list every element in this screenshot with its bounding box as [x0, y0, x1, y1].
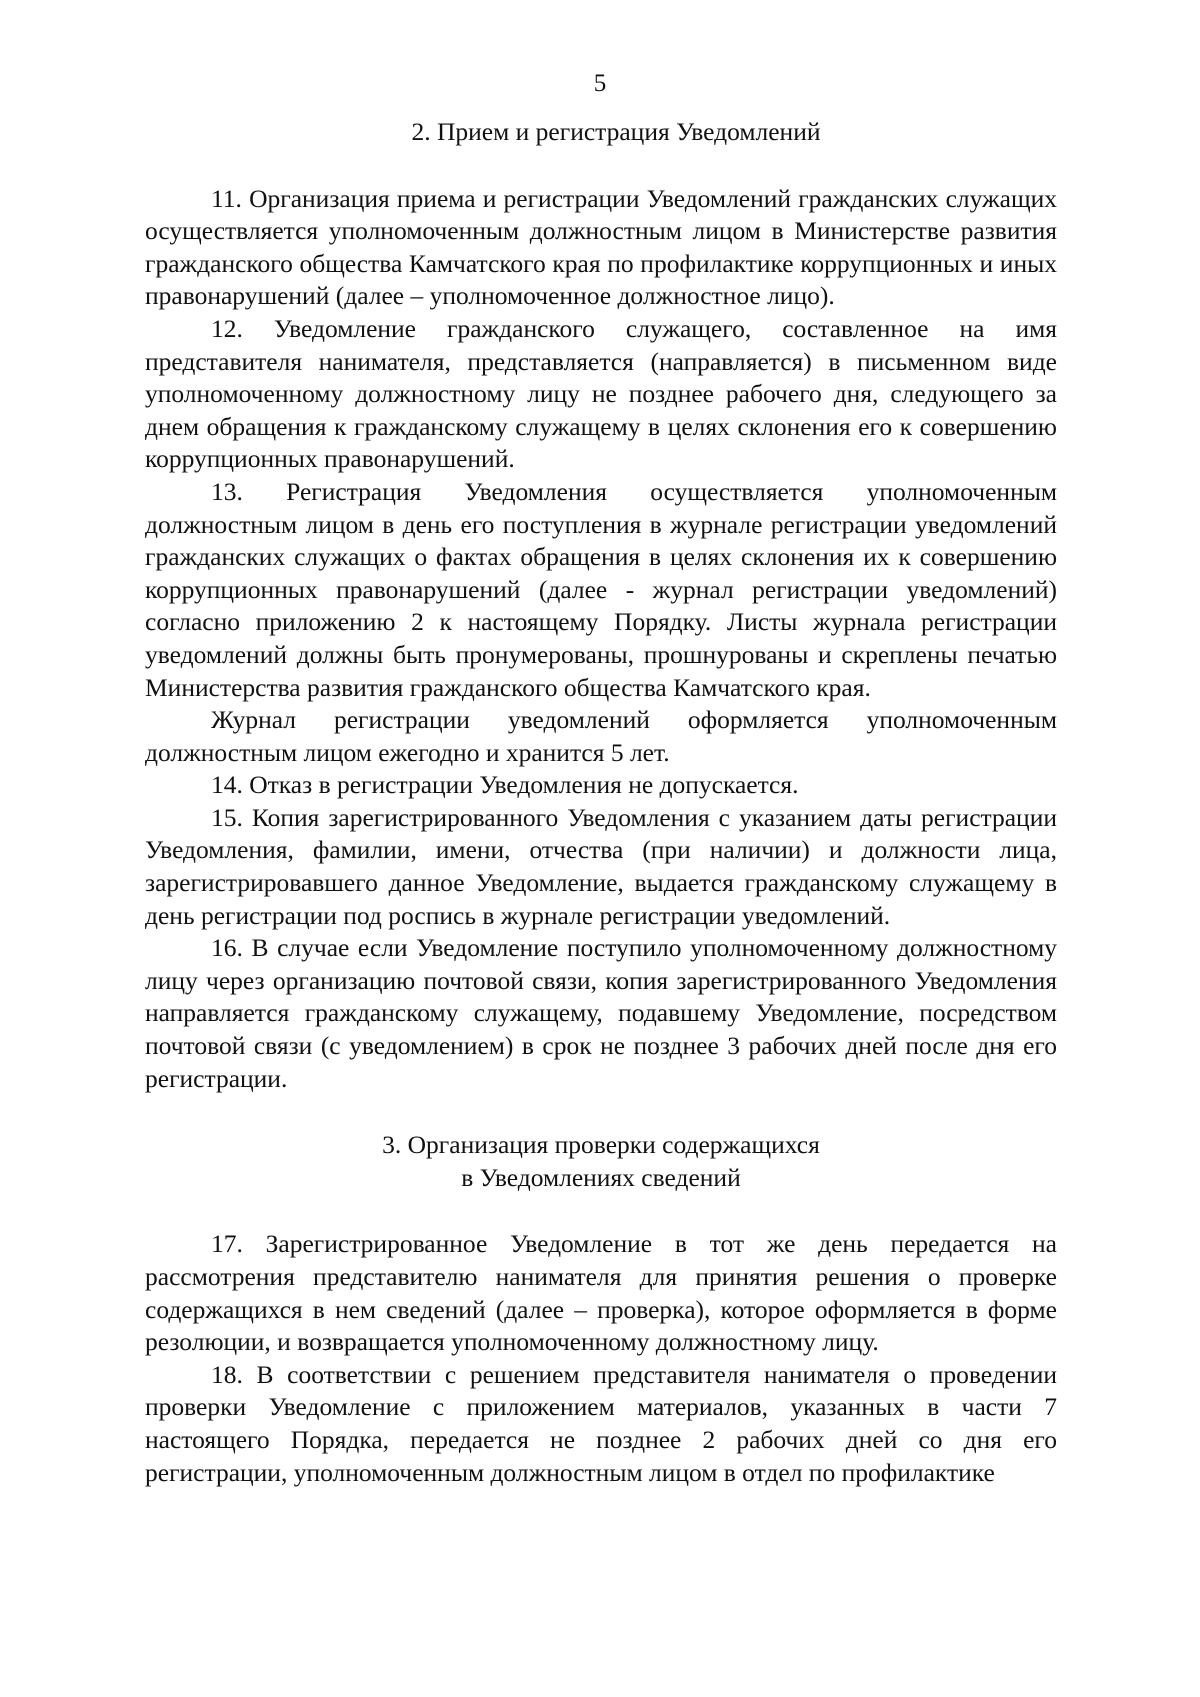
section-2-heading: 2. Прием и регистрация Уведомлений — [411, 117, 821, 146]
section-3-heading-line-1: 3. Организация проверки содержащихся — [382, 1130, 820, 1160]
paragraph-journal: Журнал регистрации уведомлений оформляется уполномоченным должностным лицом ежегодно и хранится 5 лет. — [145, 705, 1057, 767]
section-3-heading — [145, 1129, 1057, 1194]
paragraph-14: 14. Отказ в регистрации Уведомления не допускается. — [211, 770, 799, 800]
page-number: 5 — [593, 70, 607, 97]
document-body — [145, 116, 1057, 1489]
section-3-heading-line-2: в Уведомлениях сведений — [461, 1162, 741, 1192]
paragraph-18: 18. В соответствии с решением представителя нанимателя о проведении проверки Уведомление с приложением материалов, указанных в части 7 настоящего Порядка, передается не позднее 2 рабочих дней со дня его регистрации, уполномоченным должностным лицом в отдел по профилактике — [145, 1359, 1057, 1487]
paragraph-13: 13. Регистрация Уведомления осуществляется уполномоченным должностным лицом в день его поступления в журнале регистрации уведомлений гражданских служащих о фактах обращения в целях склонения их к совершению коррупционных правонарушений (далее - журнал регистрации уведомлений) согласно приложению 2 к настоящему Порядку. Листы журнала регистрации уведомлений должны быть пронумерованы, прошнурованы и скреплены печатью Министерства развития гражданского общества Камчатского края. — [145, 476, 1057, 702]
paragraph-15: 15. Копия зарегистрированного Уведомления с указанием даты регистрации Уведомления, фамилии, имени, отчества (при наличии) и должности лица, зарегистрировавшего данное Уведомление, выдается гражданскому служащему в день регистрации под роспись в журнале регистрации уведомлений. — [145, 802, 1057, 930]
paragraph-11: 11. Организация приема и регистрации Уведомлений гражданских служащих осуществляется уполномоченным должностным лицом в Министерстве развития гражданского общества Камчатского края по профилактике коррупционных и иных правонарушений (далее – уполномоченное должностное лицо). — [145, 183, 1057, 311]
paragraph-12: 12. Уведомление гражданского служащего, составленное на имя представителя нанимателя, представляется (направляется) в письменном виде уполномоченному должностному лицу не позднее рабочего дня, следующего за днем обращения к гражданскому служащему в целях склонения его к совершению коррупционных правонарушений. — [145, 313, 1057, 474]
paragraph-16: 16. В случае если Уведомление поступило уполномоченному должностному лицу через организацию почтовой связи, копия зарегистрированного Уведомления направляется гражданскому служащему, подавшему Уведомление, посредством почтовой связи (с уведомлением) в срок не позднее 3 рабочих дней после дня его регистрации. — [145, 933, 1057, 1093]
paragraph-17: 17. Зарегистрированное Уведомление в тот же день передается на рассмотрения представителю нанимателя для принятия решения о проверке содержащихся в нем сведений (далее – проверка), которое оформляется в форме резолюции, и возвращается уполномоченному должностному лицу. — [145, 1229, 1057, 1357]
